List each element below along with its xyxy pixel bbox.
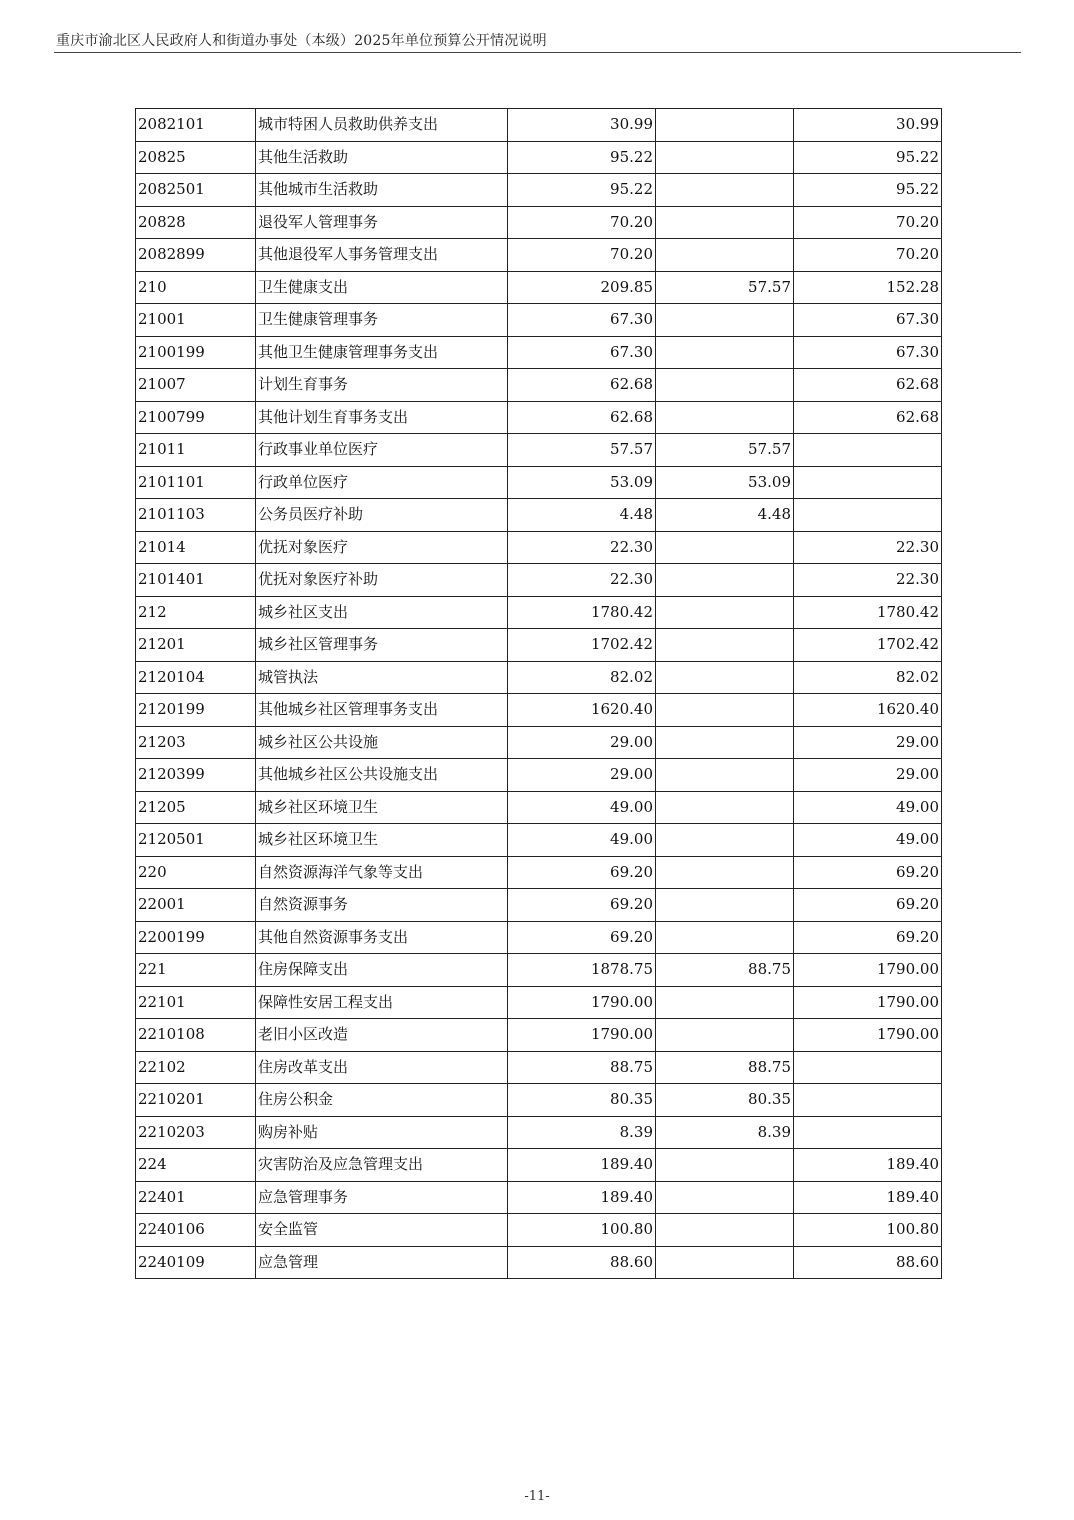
cell-basic-expenditure xyxy=(656,921,794,954)
cell-total: 57.57 xyxy=(508,434,656,467)
cell-basic-expenditure xyxy=(656,1149,794,1182)
cell-project-expenditure: 70.20 xyxy=(794,206,942,239)
cell-total: 67.30 xyxy=(508,304,656,337)
cell-project-expenditure xyxy=(794,1051,942,1084)
cell-basic-expenditure: 88.75 xyxy=(656,1051,794,1084)
cell-basic-expenditure xyxy=(656,1019,794,1052)
cell-basic-expenditure xyxy=(656,661,794,694)
table-row xyxy=(136,141,942,174)
cell-total: 88.60 xyxy=(508,1246,656,1279)
table-row xyxy=(136,856,942,889)
table-row xyxy=(136,1149,942,1182)
cell-basic-expenditure xyxy=(656,986,794,1019)
cell-subject-code: 21203 xyxy=(136,726,256,759)
cell-subject-name: 行政单位医疗 xyxy=(256,466,508,499)
cell-total: 69.20 xyxy=(508,889,656,922)
cell-subject-name: 其他城乡社区公共设施支出 xyxy=(256,759,508,792)
cell-project-expenditure: 69.20 xyxy=(794,921,942,954)
cell-subject-code: 212 xyxy=(136,596,256,629)
budget-table xyxy=(135,108,942,1279)
cell-project-expenditure: 70.20 xyxy=(794,239,942,272)
cell-project-expenditure: 1790.00 xyxy=(794,1019,942,1052)
cell-subject-code: 2100199 xyxy=(136,336,256,369)
cell-total: 82.02 xyxy=(508,661,656,694)
table-row xyxy=(136,109,942,142)
cell-subject-code: 2101401 xyxy=(136,564,256,597)
table-row xyxy=(136,726,942,759)
cell-total: 29.00 xyxy=(508,726,656,759)
cell-subject-code: 2120399 xyxy=(136,759,256,792)
page-header-title: 重庆市渝北区人民政府人和街道办事处（本级）2025年单位预算公开情况说明 xyxy=(56,33,547,49)
cell-subject-code: 2120501 xyxy=(136,824,256,857)
cell-total: 69.20 xyxy=(508,921,656,954)
cell-project-expenditure: 22.30 xyxy=(794,564,942,597)
cell-project-expenditure: 62.68 xyxy=(794,369,942,402)
cell-basic-expenditure: 8.39 xyxy=(656,1116,794,1149)
cell-project-expenditure: 152.28 xyxy=(794,271,942,304)
cell-basic-expenditure xyxy=(656,596,794,629)
cell-subject-code: 224 xyxy=(136,1149,256,1182)
cell-subject-code: 21205 xyxy=(136,791,256,824)
cell-basic-expenditure xyxy=(656,1214,794,1247)
cell-project-expenditure: 49.00 xyxy=(794,791,942,824)
cell-total: 70.20 xyxy=(508,239,656,272)
cell-total: 209.85 xyxy=(508,271,656,304)
cell-subject-name: 老旧小区改造 xyxy=(256,1019,508,1052)
cell-subject-name: 城乡社区管理事务 xyxy=(256,629,508,662)
cell-basic-expenditure xyxy=(656,369,794,402)
cell-subject-name: 城管执法 xyxy=(256,661,508,694)
cell-subject-code: 2082899 xyxy=(136,239,256,272)
cell-subject-name: 住房改革支出 xyxy=(256,1051,508,1084)
cell-total: 67.30 xyxy=(508,336,656,369)
table-row xyxy=(136,564,942,597)
cell-subject-name: 保障性安居工程支出 xyxy=(256,986,508,1019)
table-row xyxy=(136,336,942,369)
cell-total: 95.22 xyxy=(508,141,656,174)
cell-subject-code: 2210203 xyxy=(136,1116,256,1149)
cell-project-expenditure: 1620.40 xyxy=(794,694,942,727)
cell-subject-code: 220 xyxy=(136,856,256,889)
cell-subject-code: 2200199 xyxy=(136,921,256,954)
table-row xyxy=(136,271,942,304)
cell-total: 49.00 xyxy=(508,824,656,857)
cell-basic-expenditure: 88.75 xyxy=(656,954,794,987)
cell-subject-name: 城乡社区支出 xyxy=(256,596,508,629)
cell-basic-expenditure xyxy=(656,824,794,857)
cell-subject-name: 其他城乡社区管理事务支出 xyxy=(256,694,508,727)
cell-basic-expenditure xyxy=(656,336,794,369)
cell-project-expenditure: 30.99 xyxy=(794,109,942,142)
cell-subject-name: 自然资源海洋气象等支出 xyxy=(256,856,508,889)
cell-project-expenditure xyxy=(794,434,942,467)
cell-basic-expenditure xyxy=(656,531,794,564)
cell-subject-name: 应急管理事务 xyxy=(256,1181,508,1214)
cell-total: 95.22 xyxy=(508,174,656,207)
cell-total: 80.35 xyxy=(508,1084,656,1117)
cell-subject-code: 2101103 xyxy=(136,499,256,532)
table-row xyxy=(136,369,942,402)
table-row xyxy=(136,824,942,857)
table-row xyxy=(136,1051,942,1084)
cell-project-expenditure: 95.22 xyxy=(794,174,942,207)
cell-basic-expenditure xyxy=(656,206,794,239)
cell-total: 62.68 xyxy=(508,369,656,402)
cell-subject-name: 公务员医疗补助 xyxy=(256,499,508,532)
cell-subject-name: 城市特困人员救助供养支出 xyxy=(256,109,508,142)
cell-project-expenditure xyxy=(794,499,942,532)
cell-subject-name: 城乡社区公共设施 xyxy=(256,726,508,759)
cell-total: 88.75 xyxy=(508,1051,656,1084)
cell-project-expenditure: 82.02 xyxy=(794,661,942,694)
cell-subject-code: 22401 xyxy=(136,1181,256,1214)
cell-subject-name: 退役军人管理事务 xyxy=(256,206,508,239)
cell-project-expenditure xyxy=(794,466,942,499)
cell-subject-name: 其他城市生活救助 xyxy=(256,174,508,207)
cell-subject-code: 2101101 xyxy=(136,466,256,499)
cell-total: 1790.00 xyxy=(508,1019,656,1052)
cell-subject-name: 卫生健康支出 xyxy=(256,271,508,304)
table-row xyxy=(136,759,942,792)
cell-total: 30.99 xyxy=(508,109,656,142)
cell-subject-code: 21007 xyxy=(136,369,256,402)
cell-subject-code: 20825 xyxy=(136,141,256,174)
cell-subject-name: 行政事业单位医疗 xyxy=(256,434,508,467)
table-row xyxy=(136,239,942,272)
table-row xyxy=(136,1214,942,1247)
cell-subject-code: 2210201 xyxy=(136,1084,256,1117)
cell-total: 8.39 xyxy=(508,1116,656,1149)
cell-project-expenditure xyxy=(794,1084,942,1117)
cell-total: 53.09 xyxy=(508,466,656,499)
cell-basic-expenditure xyxy=(656,564,794,597)
cell-total: 1790.00 xyxy=(508,986,656,1019)
cell-basic-expenditure: 4.48 xyxy=(656,499,794,532)
cell-subject-code: 221 xyxy=(136,954,256,987)
cell-project-expenditure: 62.68 xyxy=(794,401,942,434)
table-row xyxy=(136,694,942,727)
cell-project-expenditure: 69.20 xyxy=(794,856,942,889)
cell-subject-code: 2082501 xyxy=(136,174,256,207)
page-number: -11- xyxy=(524,1489,550,1504)
cell-project-expenditure: 1790.00 xyxy=(794,954,942,987)
cell-basic-expenditure xyxy=(656,629,794,662)
cell-total: 1702.42 xyxy=(508,629,656,662)
cell-basic-expenditure xyxy=(656,759,794,792)
cell-subject-name: 其他自然资源事务支出 xyxy=(256,921,508,954)
cell-subject-code: 21011 xyxy=(136,434,256,467)
cell-basic-expenditure xyxy=(656,1181,794,1214)
cell-subject-name: 计划生育事务 xyxy=(256,369,508,402)
cell-total: 189.40 xyxy=(508,1181,656,1214)
table-row xyxy=(136,1019,942,1052)
cell-subject-code: 22102 xyxy=(136,1051,256,1084)
cell-total: 189.40 xyxy=(508,1149,656,1182)
cell-subject-name: 其他计划生育事务支出 xyxy=(256,401,508,434)
cell-subject-name: 自然资源事务 xyxy=(256,889,508,922)
cell-project-expenditure: 67.30 xyxy=(794,336,942,369)
cell-total: 22.30 xyxy=(508,531,656,564)
table-row xyxy=(136,1084,942,1117)
cell-project-expenditure: 1790.00 xyxy=(794,986,942,1019)
budget-table-body xyxy=(136,109,942,1279)
cell-total: 49.00 xyxy=(508,791,656,824)
table-row xyxy=(136,434,942,467)
cell-subject-code: 22101 xyxy=(136,986,256,1019)
cell-subject-name: 住房保障支出 xyxy=(256,954,508,987)
cell-total: 62.68 xyxy=(508,401,656,434)
cell-project-expenditure: 67.30 xyxy=(794,304,942,337)
cell-subject-code: 2210108 xyxy=(136,1019,256,1052)
cell-total: 1878.75 xyxy=(508,954,656,987)
cell-subject-code: 2240109 xyxy=(136,1246,256,1279)
cell-subject-name: 优抚对象医疗补助 xyxy=(256,564,508,597)
cell-total: 4.48 xyxy=(508,499,656,532)
cell-basic-expenditure xyxy=(656,889,794,922)
cell-subject-name: 城乡社区环境卫生 xyxy=(256,824,508,857)
cell-project-expenditure: 29.00 xyxy=(794,759,942,792)
cell-project-expenditure: 189.40 xyxy=(794,1149,942,1182)
table-row xyxy=(136,889,942,922)
table-row xyxy=(136,206,942,239)
cell-total: 70.20 xyxy=(508,206,656,239)
cell-basic-expenditure xyxy=(656,726,794,759)
table-row xyxy=(136,499,942,532)
table-row xyxy=(136,596,942,629)
header-divider xyxy=(54,52,1021,53)
cell-project-expenditure xyxy=(794,1116,942,1149)
cell-basic-expenditure xyxy=(656,304,794,337)
table-row xyxy=(136,1246,942,1279)
cell-subject-name: 其他退役军人事务管理支出 xyxy=(256,239,508,272)
cell-project-expenditure: 49.00 xyxy=(794,824,942,857)
table-row xyxy=(136,174,942,207)
cell-basic-expenditure xyxy=(656,401,794,434)
table-row xyxy=(136,661,942,694)
cell-subject-name: 城乡社区环境卫生 xyxy=(256,791,508,824)
table-row xyxy=(136,466,942,499)
table-row xyxy=(136,791,942,824)
cell-subject-code: 22001 xyxy=(136,889,256,922)
table-row xyxy=(136,921,942,954)
cell-total: 69.20 xyxy=(508,856,656,889)
cell-total: 1780.42 xyxy=(508,596,656,629)
table-row xyxy=(136,304,942,337)
cell-basic-expenditure: 80.35 xyxy=(656,1084,794,1117)
cell-subject-name: 其他卫生健康管理事务支出 xyxy=(256,336,508,369)
cell-basic-expenditure xyxy=(656,174,794,207)
cell-project-expenditure: 100.80 xyxy=(794,1214,942,1247)
cell-subject-code: 2100799 xyxy=(136,401,256,434)
cell-project-expenditure: 69.20 xyxy=(794,889,942,922)
cell-project-expenditure: 95.22 xyxy=(794,141,942,174)
cell-basic-expenditure: 53.09 xyxy=(656,466,794,499)
cell-subject-name: 优抚对象医疗 xyxy=(256,531,508,564)
cell-subject-name: 住房公积金 xyxy=(256,1084,508,1117)
cell-subject-code: 21014 xyxy=(136,531,256,564)
cell-subject-code: 2120104 xyxy=(136,661,256,694)
cell-subject-code: 20828 xyxy=(136,206,256,239)
cell-subject-name: 卫生健康管理事务 xyxy=(256,304,508,337)
cell-total: 1620.40 xyxy=(508,694,656,727)
cell-total: 100.80 xyxy=(508,1214,656,1247)
table-row xyxy=(136,1181,942,1214)
cell-basic-expenditure: 57.57 xyxy=(656,434,794,467)
table-row xyxy=(136,629,942,662)
cell-subject-code: 21201 xyxy=(136,629,256,662)
cell-subject-code: 2240106 xyxy=(136,1214,256,1247)
cell-subject-code: 2082101 xyxy=(136,109,256,142)
cell-project-expenditure: 29.00 xyxy=(794,726,942,759)
cell-subject-name: 灾害防治及应急管理支出 xyxy=(256,1149,508,1182)
cell-subject-code: 21001 xyxy=(136,304,256,337)
table-row xyxy=(136,401,942,434)
cell-basic-expenditure: 57.57 xyxy=(656,271,794,304)
table-row xyxy=(136,1116,942,1149)
cell-project-expenditure: 1780.42 xyxy=(794,596,942,629)
cell-subject-name: 应急管理 xyxy=(256,1246,508,1279)
cell-subject-code: 2120199 xyxy=(136,694,256,727)
table-row xyxy=(136,531,942,564)
cell-basic-expenditure xyxy=(656,109,794,142)
cell-project-expenditure: 88.60 xyxy=(794,1246,942,1279)
cell-project-expenditure: 1702.42 xyxy=(794,629,942,662)
cell-subject-name: 安全监管 xyxy=(256,1214,508,1247)
cell-basic-expenditure xyxy=(656,856,794,889)
cell-basic-expenditure xyxy=(656,1246,794,1279)
table-row xyxy=(136,986,942,1019)
cell-total: 22.30 xyxy=(508,564,656,597)
cell-basic-expenditure xyxy=(656,239,794,272)
cell-basic-expenditure xyxy=(656,791,794,824)
cell-total: 29.00 xyxy=(508,759,656,792)
cell-basic-expenditure xyxy=(656,141,794,174)
cell-subject-name: 其他生活救助 xyxy=(256,141,508,174)
table-row xyxy=(136,954,942,987)
cell-subject-name: 购房补贴 xyxy=(256,1116,508,1149)
cell-project-expenditure: 22.30 xyxy=(794,531,942,564)
cell-subject-code: 210 xyxy=(136,271,256,304)
cell-basic-expenditure xyxy=(656,694,794,727)
cell-project-expenditure: 189.40 xyxy=(794,1181,942,1214)
